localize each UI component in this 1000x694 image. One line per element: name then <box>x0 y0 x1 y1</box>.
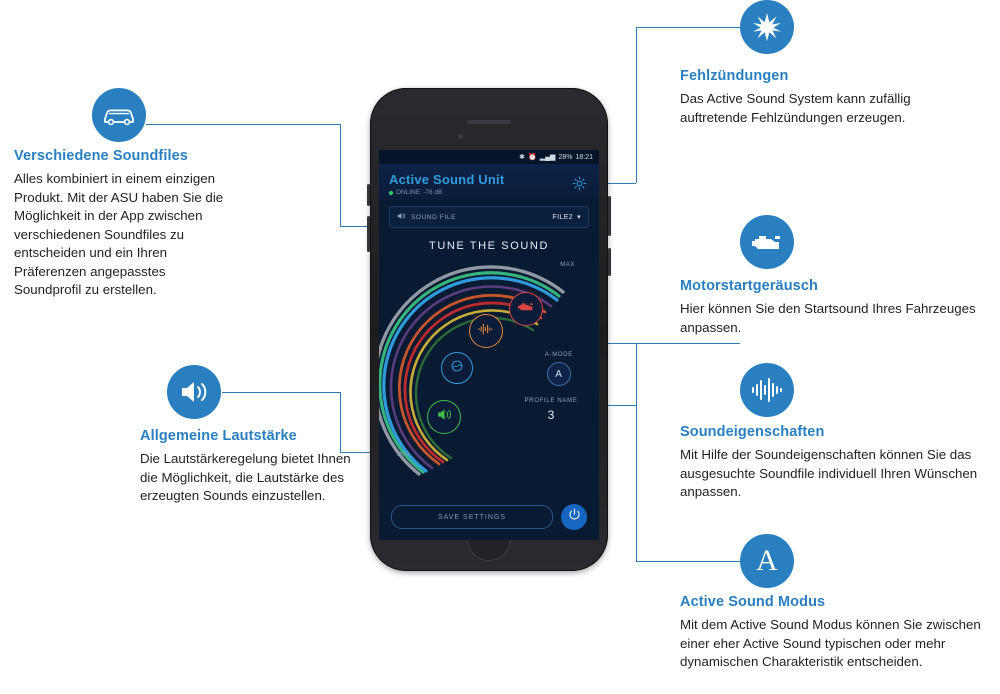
orbit-button-volume[interactable] <box>427 400 461 434</box>
badge-sound-properties <box>740 363 794 417</box>
signal-level-label: -78 dB <box>423 189 443 196</box>
callout-sound-properties <box>680 424 982 502</box>
callout-engine-start-body: Hier können Sie den Startsound Ihres Fahrzeuges anpassen. <box>680 301 976 335</box>
soundfile-label: SOUND FILE <box>411 213 457 221</box>
soundfile-selector[interactable] <box>389 206 589 228</box>
phone-power-button[interactable] <box>367 216 370 252</box>
soundfile-right <box>552 213 581 221</box>
connector-soundfiles-vertical <box>340 124 341 226</box>
phone-front-camera <box>458 134 463 139</box>
signal-icon: ▂▄▆ <box>539 153 556 161</box>
callout-engine-start-title: Motorstartgeräusch <box>680 278 818 294</box>
chevron-down-icon: ▾ <box>577 214 581 221</box>
connector-activemode <box>636 561 740 562</box>
callout-volume-title: Allgemeine Lautstärke <box>140 428 297 444</box>
connector-volume-top <box>222 392 340 393</box>
status-bar <box>379 150 599 164</box>
a-mode-value[interactable]: A <box>547 362 571 386</box>
phone-screen <box>379 150 599 540</box>
orbit-button-misfire[interactable] <box>441 352 473 384</box>
callout-soundfiles <box>14 148 236 300</box>
alarm-icon: ⏰ <box>528 153 537 161</box>
speaker-small-icon <box>397 212 406 222</box>
badge-misfire <box>740 0 794 54</box>
callout-active-mode-body: Mit dem Active Sound Modus können Sie zwischen einer eher Active Sound typischen oder mehr dynamischen Charakteristik entscheiden. <box>680 617 981 669</box>
online-label: ONLINE <box>396 189 421 196</box>
letter-a-icon: A <box>756 544 778 577</box>
badge-engine-start <box>740 215 794 269</box>
clock-label: 18:21 <box>575 153 593 161</box>
speaker-icon <box>436 407 453 427</box>
connector-soundfiles-top <box>146 124 340 125</box>
engine-icon <box>750 230 784 254</box>
app-footer <box>379 504 599 530</box>
speaker-icon <box>178 378 210 406</box>
phone-volume-down-button[interactable] <box>608 248 611 276</box>
callout-soundfiles-title: Verschiedene Soundfiles <box>14 148 188 164</box>
callout-volume-body: Die Lautstärkeregelung bietet Ihnen die Möglichkeit, die Lautstärke des erzeugten Sounds einzustellen. <box>140 451 351 503</box>
phone-volume-up-button[interactable] <box>608 196 611 236</box>
badge-soundfiles <box>92 88 146 142</box>
waveform-icon <box>751 377 783 403</box>
connector-activemode-vertical <box>636 405 637 561</box>
callout-misfire-body: Das Active Sound System kann zufällig auftretende Fehlzündungen erzeugen. <box>680 91 911 125</box>
app-header <box>379 164 599 200</box>
profile-name-label: PROFILE NAME <box>524 398 578 404</box>
callout-misfire <box>680 68 980 127</box>
dial-min-label: MIN <box>397 452 410 458</box>
callout-engine-start <box>680 278 980 337</box>
phone-mute-switch[interactable] <box>367 184 370 206</box>
callout-active-mode <box>680 594 982 672</box>
callout-misfire-title: Fehlzündungen <box>680 68 789 84</box>
settings-gear-button[interactable] <box>572 176 587 196</box>
save-settings-button[interactable]: SAVE SETTINGS <box>391 505 553 529</box>
connector-soundprops-vertical <box>636 343 637 405</box>
badge-active-mode <box>740 534 794 588</box>
connection-status <box>389 189 589 196</box>
profile-name-value: 3 <box>547 408 555 422</box>
power-icon <box>568 508 581 526</box>
soundfile-left <box>397 212 456 222</box>
connector-misfire-vertical <box>636 27 637 183</box>
orbit-button-engine[interactable] <box>509 292 543 326</box>
dial-max-label: MAX <box>560 262 575 268</box>
online-dot-icon <box>389 191 393 195</box>
callout-active-mode-title: Active Sound Modus <box>680 594 826 610</box>
dial-area <box>379 256 599 486</box>
phone-mockup <box>370 88 608 571</box>
car-icon <box>102 103 136 127</box>
profile-name-block <box>519 398 583 422</box>
battery-label: 28% <box>558 153 573 161</box>
burst-icon <box>751 11 783 43</box>
tune-the-sound-title: TUNE THE SOUND <box>429 240 549 252</box>
connector-misfire-top <box>636 27 740 28</box>
power-toggle-button[interactable] <box>561 504 587 530</box>
callout-sound-properties-title: Soundeigenschaften <box>680 424 825 440</box>
badge-volume <box>167 365 221 419</box>
a-mode-label: A-MODE <box>544 352 573 358</box>
misfire-icon <box>449 358 465 379</box>
soundfile-value: FILE2 <box>552 213 574 221</box>
bluetooth-icon: ✱ <box>519 153 525 161</box>
app-title: Active Sound Unit <box>389 172 505 187</box>
engine-icon <box>517 300 535 318</box>
callout-volume <box>140 428 352 506</box>
orbit-button-waveform[interactable] <box>469 314 503 348</box>
gear-icon <box>572 178 587 195</box>
callout-soundfiles-body: Alles kombiniert in einem einzigen Produkt. Mit der ASU haben Sie die Möglichkeit in der App zwischen verschiedenen Soundfiles zu entscheiden und ein Ihren Präferenzen angepasstes Soundprofil zu erstellen. <box>14 171 224 297</box>
phone-earpiece <box>467 120 511 124</box>
waveform-icon <box>477 322 495 341</box>
callout-sound-properties-body: Mit Hilfe der Soundeigenschaften können Sie das ausgesuchte Soundfile individuell Ihren Wünschen anpassen. <box>680 447 978 499</box>
a-mode-control[interactable] <box>545 352 573 386</box>
